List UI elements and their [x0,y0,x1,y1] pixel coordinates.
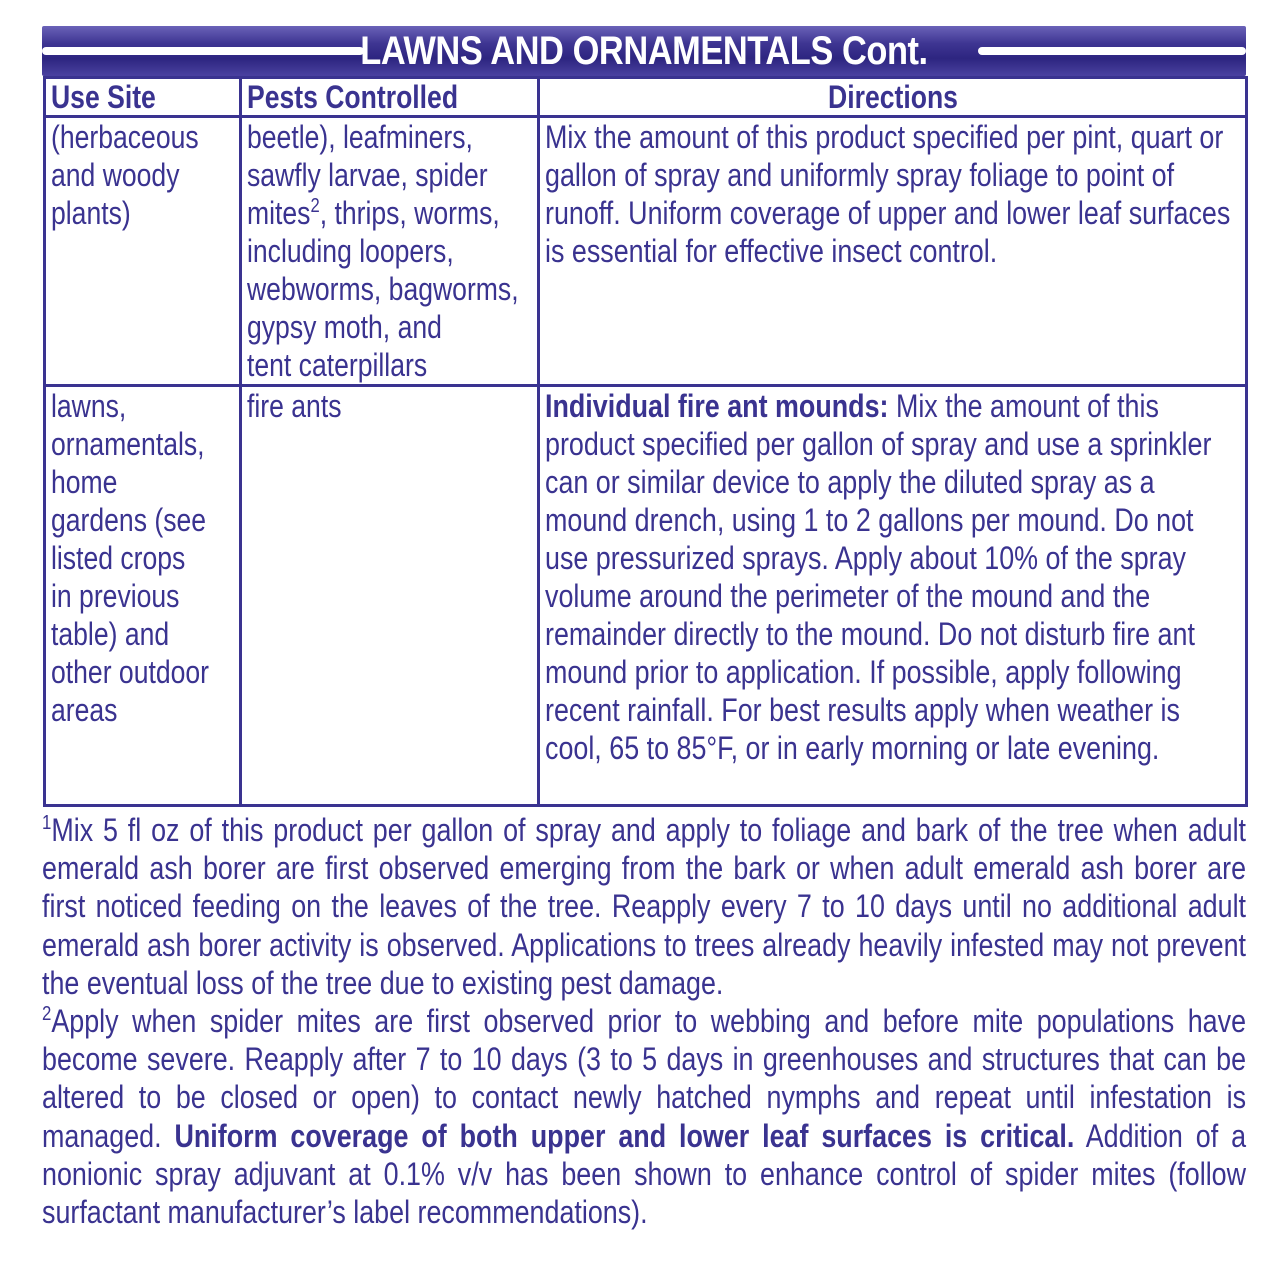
table-header-row [45,78,1247,117]
cell-directions: Mix the amount of this product specified per pint, quart or gallon of spray and uniformly spray foliage to point of runoff. Uniform coverage of upper and lower leaf surfaces is essential for effective insect control. [539,117,1247,386]
footnote-2: $^2$Apply when spider mites are first observed prior to webbing and before mite populations have become severe. Reapply after 7 to 10 days (3 to 5 days in greenhouses and structures that can be altered to be closed or open) to contact newly hatched nymphs and repeat until infestation is managed. Uniform coverage of both upper and lower leaf surfaces is critical. Addition of a nonionic spray adjuvant at 0.1% v/v has been shown to enhance control of spider mites (follow surfactant manufacturer’s label recommendations). [42,1003,1247,1231]
footnote-1: $^1$Mix 5 fl oz of this product per gallon of spray and apply to foliage and bark of the tree when adult emerald ash borer are first observed emerging from the bark or when adult emerald ash borer are first noticed feeding on the leaves of the tree. Reapply every 7 to 10 days until no additional adult emerald ash borer activity is observed. Applications to trees already heavily infested may not prevent the eventual loss of the tree due to existing pest damage. [42,812,1247,1001]
section-title: LAWNS AND ORNAMENTALS Cont. [360,29,928,73]
column-header-pests: Pests Controlled [241,78,539,117]
footnotes [42,811,1246,1231]
footnote-marker: 1 [42,812,52,834]
table-row [45,386,1247,806]
directions-table [43,76,1248,807]
section-banner [42,26,1246,76]
label-panel [42,26,1246,1231]
column-header-directions: Directions [539,78,1247,117]
cell-pests: beetle), leafminers, sawfly larvae, spider mites$^2$, thrips, worms, including loopers, webworms, bagworms, gypsy moth, and tent caterpillars [241,117,539,386]
table-row [45,117,1247,386]
cell-directions: Individual fire ant mounds: Mix the amount of this product specified per gallon of spray and use a sprinkler can or similar device to apply the diluted spray as a mound drench, using 1 to 2 gallons per mound. Do not use pressurized sprays. Apply about 10% of the spray volume around the perimeter of the mound and the remainder directly to the mound. Do not disturb fire ant mound prior to application. If possible, apply following recent rainfall. For best results apply when weather is cool, 65 to 85°F, or in early morning or late evening. [539,386,1247,806]
column-header-use-site: Use Site [45,78,241,117]
directions-heading: Individual fire ant mounds: [545,388,889,424]
footnote-marker: 2 [310,195,320,217]
cell-use-site: lawns, ornamentals, home gardens (see listed crops in previous table) and other outdoor areas [45,386,241,806]
cell-pests: fire ants [241,386,539,806]
cell-use-site: (herbaceous and woody plants) [45,117,241,386]
footnote-marker: 2 [42,1003,52,1026]
